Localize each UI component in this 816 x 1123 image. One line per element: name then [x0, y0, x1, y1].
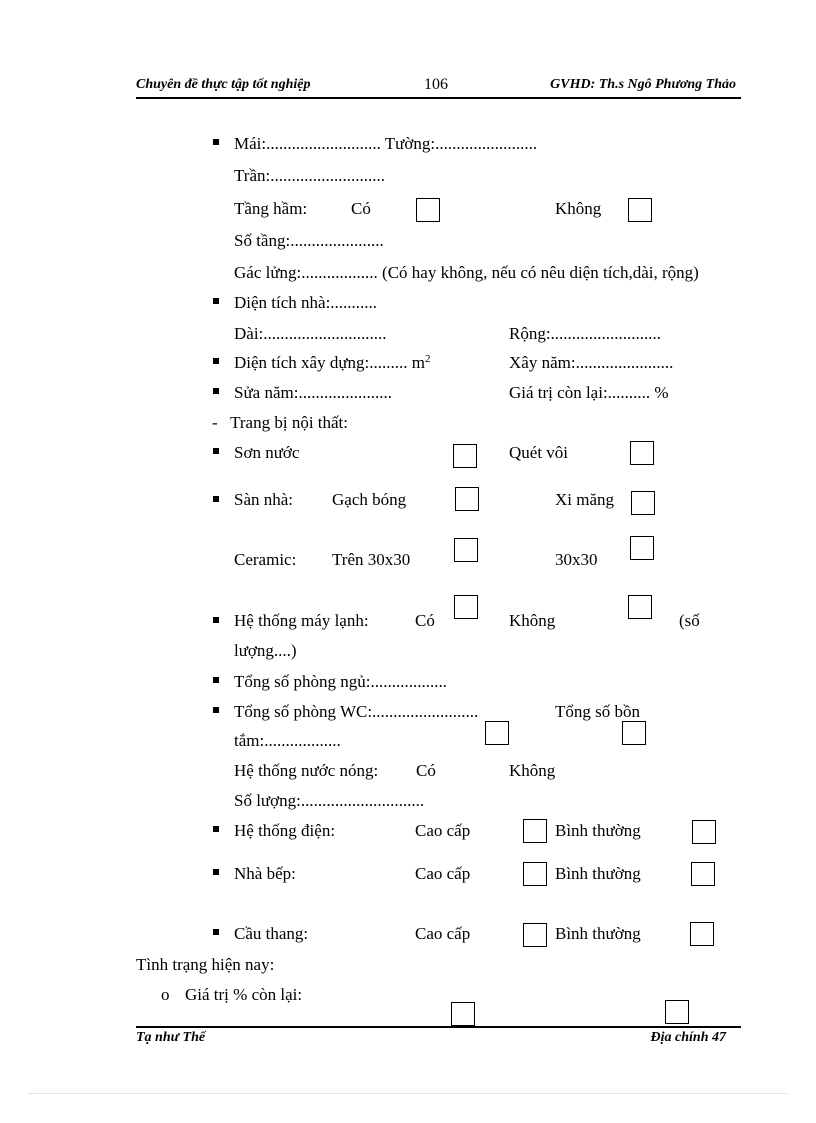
bullet-square [213, 358, 219, 364]
footer-left: Tạ như Thế [136, 1030, 206, 1045]
page-edge-dotted [28, 1093, 788, 1094]
so-luong-close: lượng....) [234, 641, 297, 660]
bullet-square [213, 677, 219, 683]
bullet-square [213, 826, 219, 832]
gach-bong-checkbox[interactable] [455, 487, 479, 511]
bullet-square [213, 707, 219, 713]
xay-nam-line: Xây năm:....................... [509, 353, 674, 372]
may-lanh-label: Hệ thống máy lạnh: [234, 611, 369, 630]
bullet-square [213, 929, 219, 935]
bon-tam-line-1: Tổng số bồn [555, 702, 640, 721]
tang-ham-khong-label: Không [555, 199, 602, 218]
tren-30x30-checkbox[interactable] [454, 538, 478, 562]
dai-line: Dài:............................. [234, 324, 387, 343]
so-tang-line: Số tầng:...................... [234, 231, 384, 250]
footer-right: Địa chính 47 [650, 1030, 726, 1045]
nha-bep-binh-thuong-label: Bình thường [555, 864, 641, 883]
cau-thang-cao-cap-checkbox[interactable] [523, 923, 547, 947]
bullet-square [213, 869, 219, 875]
quet-voi-checkbox[interactable] [630, 441, 654, 465]
rong-line: Rộng:.......................... [509, 324, 662, 343]
nha-bep-label: Nhà bếp: [234, 864, 296, 883]
header-left: Chuyên đề thực tập tốt nghiệp [136, 77, 311, 92]
nuoc-nong-khong-label: Không [509, 761, 556, 780]
dien-label: Hệ thống điện: [234, 821, 336, 840]
gia-tri-checkbox-1[interactable] [451, 1002, 475, 1026]
ceramic-label: Ceramic: [234, 550, 297, 569]
sua-nam-line: Sửa năm:...................... [234, 383, 392, 402]
footer-rule [136, 1026, 741, 1028]
cau-thang-label: Cầu thang: [234, 924, 309, 943]
nuoc-nong-khong-checkbox[interactable] [622, 721, 646, 745]
nuoc-nong-label: Hệ thống nước nóng: [234, 761, 379, 780]
dien-tich-xay-dung-line: Diện tích xây dựng:......... $m^2$ [234, 353, 431, 372]
may-lanh-khong-label: Không [509, 611, 556, 630]
dien-tich-nha-line: Diện tích nhà:........... [234, 293, 378, 312]
bullet-square [213, 139, 219, 145]
cau-thang-binh-thuong-checkbox[interactable] [690, 922, 714, 946]
page-number: 106 [424, 76, 448, 93]
nha-bep-binh-thuong-checkbox[interactable] [691, 862, 715, 886]
may-lanh-co-label: Có [415, 611, 435, 630]
bullet-square [213, 298, 219, 304]
trang-bi-noi-that-heading: - Trang bị nội thất: [212, 413, 349, 432]
dien-binh-thuong-checkbox[interactable] [692, 820, 716, 844]
bullet-square [213, 388, 219, 394]
tren-30x30-label: Trên 30x30 [332, 550, 411, 569]
gac-lung-line: Gác lửng:.................. (Có hay không, nếu có nêu diện tích,dài, rộng) [234, 263, 699, 282]
may-lanh-khong-checkbox[interactable] [628, 595, 652, 619]
tinh-trang-heading: Tình trạng hiện nay: [136, 955, 275, 974]
dien-binh-thuong-label: Bình thường [555, 821, 641, 840]
phong-wc-line: Tổng số phòng WC:......................... [234, 702, 479, 721]
xi-mang-label: Xi măng [555, 490, 615, 509]
tang-ham-label: Tầng hầm: [234, 199, 308, 218]
cau-thang-cao-cap-label: Cao cấp [415, 924, 471, 943]
gia-tri-con-lai-line: Giá trị còn lại:.......... % [509, 383, 669, 402]
tang-ham-khong-checkbox[interactable] [628, 198, 652, 222]
bullet-square [213, 617, 219, 623]
header-rule [136, 97, 741, 99]
nuoc-nong-co-checkbox[interactable] [485, 721, 509, 745]
mai-tuong-line: Mái:........................... Tường:........................ [234, 134, 538, 153]
bullet-square [213, 496, 219, 502]
so-luong-open: (số [679, 611, 700, 630]
may-lanh-co-checkbox[interactable] [454, 595, 478, 619]
size-30x30-checkbox[interactable] [630, 536, 654, 560]
cau-thang-binh-thuong-label: Bình thường [555, 924, 641, 943]
tang-ham-co-checkbox[interactable] [416, 198, 440, 222]
nuoc-nong-co-label: Có [416, 761, 436, 780]
son-nuoc-checkbox[interactable] [453, 444, 477, 468]
san-nha-label: Sàn nhà: [234, 490, 294, 509]
size-30x30-label: 30x30 [555, 550, 598, 569]
quet-voi-label: Quét vôi [509, 443, 569, 462]
phong-ngu-line: Tổng số phòng ngủ:.................. [234, 672, 447, 691]
so-luong-line: Số lượng:............................. [234, 791, 425, 810]
tran-line: Trần:........................... [234, 166, 385, 185]
header-right: GVHD: Th.s Ngô Phương Thảo [550, 77, 736, 92]
dien-cao-cap-checkbox[interactable] [523, 819, 547, 843]
nha-bep-cao-cap-label: Cao cấp [415, 864, 471, 883]
xi-mang-checkbox[interactable] [631, 491, 655, 515]
gia-tri-pct-label: Giá trị % còn lại: [185, 985, 303, 1004]
dien-cao-cap-label: Cao cấp [415, 821, 471, 840]
gach-bong-label: Gạch bóng [332, 490, 407, 509]
tang-ham-co-label: Có [351, 199, 371, 218]
circle-bullet: o [161, 985, 170, 1004]
bon-tam-line-2: tắm:.................. [234, 731, 341, 750]
son-nuoc-label: Sơn nước [234, 443, 300, 462]
nha-bep-cao-cap-checkbox[interactable] [523, 862, 547, 886]
gia-tri-checkbox-2[interactable] [665, 1000, 689, 1024]
bullet-square [213, 448, 219, 454]
